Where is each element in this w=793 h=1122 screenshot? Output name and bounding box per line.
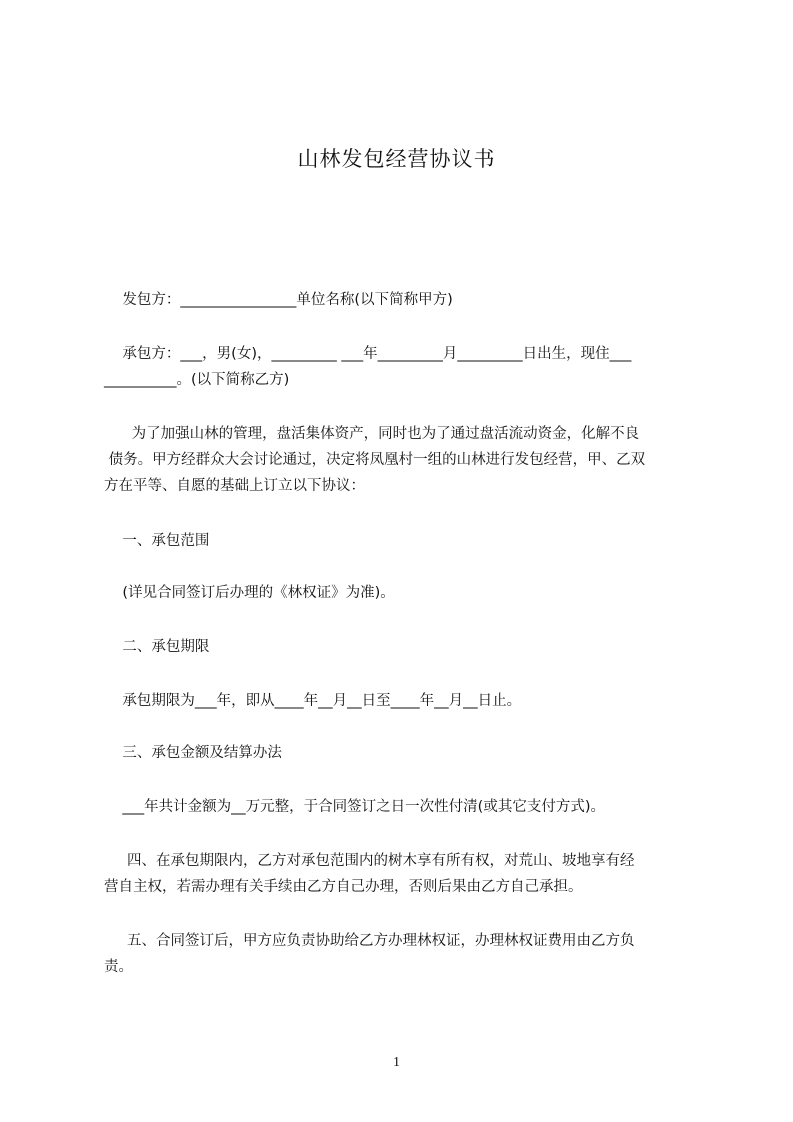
intro-line-1: 为了加强山林的管理，盘活集体资产，同时也为了通过盘活流动资金，化解不良	[104, 426, 640, 442]
section-2-heading: 二、承包期限	[104, 639, 210, 655]
section-1-text: (详见合同签订后办理的《林权证》为准)。	[104, 585, 395, 601]
party-b-paragraph	[104, 341, 700, 393]
document-title: 山林发包经营协议书	[297, 147, 496, 171]
section-3-heading: 三、承包金额及结算办法	[104, 745, 282, 761]
party-b-line-2: __________。(以下简称乙方)	[104, 372, 290, 388]
section-2-text: 承包期限为___年，即从____年__月__日至____年__月__日止。	[104, 693, 522, 709]
section-4-line-1: 四、在承包期限内，乙方对承包范围内的树木享有所有权，对荒山、坡地享有经	[104, 853, 635, 869]
intro-line-3: 方在平等、自愿的基础上订立以下协议：	[104, 478, 365, 494]
intro-line-2: 债务。甲方经群众大会讨论通过，决定将凤凰村一组的山林进行发包经营，甲、乙双	[104, 452, 646, 468]
page-number: 1	[393, 1055, 400, 1070]
party-a-line: 发包方：________________单位名称(以下简称甲方)	[104, 292, 453, 308]
intro-paragraph	[104, 421, 700, 499]
section-4-paragraph	[104, 848, 700, 900]
section-5-paragraph	[104, 928, 700, 980]
section-5-line-1: 五、合同签订后，甲方应负责协助给乙方办理林权证，办理林权证费用由乙方负	[104, 933, 635, 949]
party-b-line-1: 承包方：___，男(女)，_________ ___年_________月_________日出生，现住___	[104, 346, 632, 362]
section-3-text: ___年共计金额为__万元整，于合同签订之日一次性付清(或其它支付方式)。	[104, 799, 605, 815]
section-5-line-2: 责。	[104, 959, 133, 975]
section-1-heading: 一、承包范围	[104, 533, 210, 549]
section-4-line-2: 营自主权，若需办理有关手续由乙方自己办理，否则后果由乙方自己承担。	[104, 879, 583, 895]
